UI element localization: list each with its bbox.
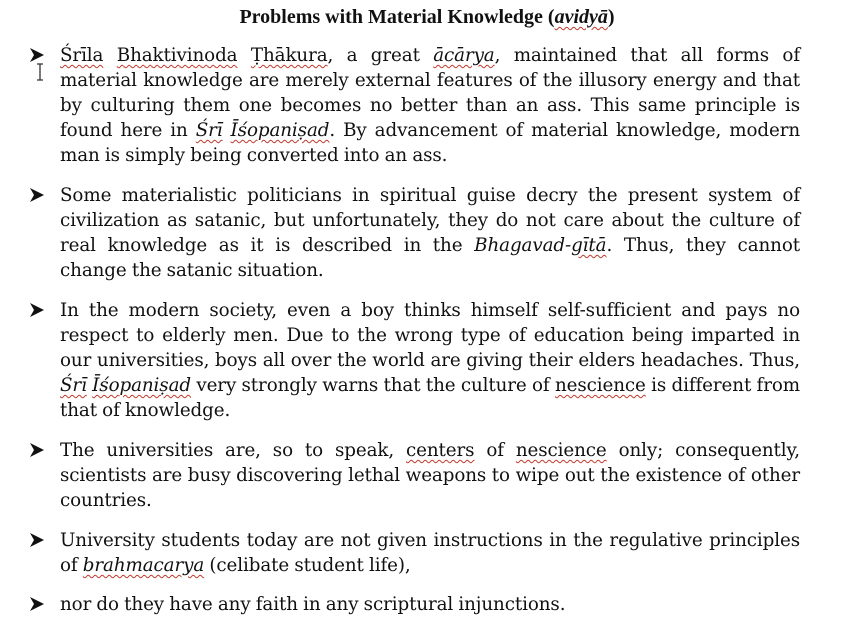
p3-term-nescience: nescience	[554, 375, 646, 396]
p2-term-gita: gītā	[571, 235, 607, 256]
arrowhead-bullet-icon	[28, 46, 50, 66]
p4-term-nescience: nescience	[515, 440, 607, 461]
p4-text: The universities are, so to speak,	[60, 440, 406, 461]
p3-term-isopanisad: Īśopaniṣad	[92, 375, 191, 396]
arrowhead-bullet-icon	[28, 531, 50, 551]
p2-text-2: . Thus, they cannot change the satanic situation.	[60, 235, 800, 281]
p1-term-acarya: ācārya	[433, 45, 495, 66]
p4-term-centers: centers	[406, 440, 475, 461]
p3-text-2: very strongly warns that the culture of	[191, 375, 555, 396]
p5-text-2: (celibate student life),	[204, 555, 411, 576]
p1-text-2: , maintained that all forms of material knowledge are merely external features of the illusory energy and that by culturing them one becomes no better than an ass. This same principle is found here in	[60, 45, 801, 141]
p1-term-isopanisad: Īśopaniṣad	[230, 120, 330, 141]
arrowhead-bullet-icon	[28, 186, 50, 206]
p1-term-thakura: Ṭhākura	[250, 45, 328, 66]
p5-term-brahmacarya: brahmacarya	[82, 555, 205, 576]
p4-text-2: of	[474, 440, 516, 461]
arrowhead-bullet-icon	[28, 595, 50, 615]
p3-text: In the modern society, even a boy thinks himself self-sufficient and pays no respect to elderly men. Due to the wrong type of education being imparted in our universities, boys all over the world are giving their elders headaches. Thus,	[60, 300, 800, 371]
p1-text: , a great	[327, 45, 434, 66]
p1-term-sri: Śrī	[195, 120, 223, 141]
p3-term-sri: Śrī	[60, 375, 87, 396]
paragraph-4	[60, 438, 800, 513]
title-prefix: Problems with Material Knowledge (	[239, 6, 555, 28]
paragraph-2	[60, 183, 800, 283]
title-term: avidyā	[554, 6, 608, 28]
title-suffix: )	[607, 6, 615, 28]
p6-text: nor do they have any faith in any scriptural injunctions.	[60, 594, 566, 615]
paragraph-3	[60, 298, 800, 423]
page-title	[0, 4, 854, 30]
p1-term-srila: Śrīla	[60, 45, 104, 66]
p4-text-3: only; consequently, scientists are busy discovering lethal weapons to wipe out the existence of other countries.	[60, 440, 800, 511]
p2-text: Some materialistic politicians in spiritual guise decry the present system of civilization as satanic, but unfortunately, they do not care about the culture of real knowledge as it is described in the	[60, 185, 800, 256]
p5-text: University students today are not given instructions in the regulative principles of	[60, 530, 800, 576]
p3-text-3: is different from that of knowledge.	[60, 375, 800, 421]
paragraph-1	[60, 43, 800, 168]
paragraph-6	[60, 592, 800, 617]
arrowhead-bullet-icon	[28, 301, 50, 321]
paragraph-5	[60, 528, 800, 578]
p1-text-3: . By advancement of material knowledge, modern man is simply being converted into an ass.	[60, 120, 801, 166]
p1-term-bhaktivinoda: Bhaktivinoda	[116, 45, 238, 66]
arrowhead-bullet-icon	[28, 441, 50, 461]
p2-term-bhagavad: Bhagavad-	[474, 235, 572, 256]
